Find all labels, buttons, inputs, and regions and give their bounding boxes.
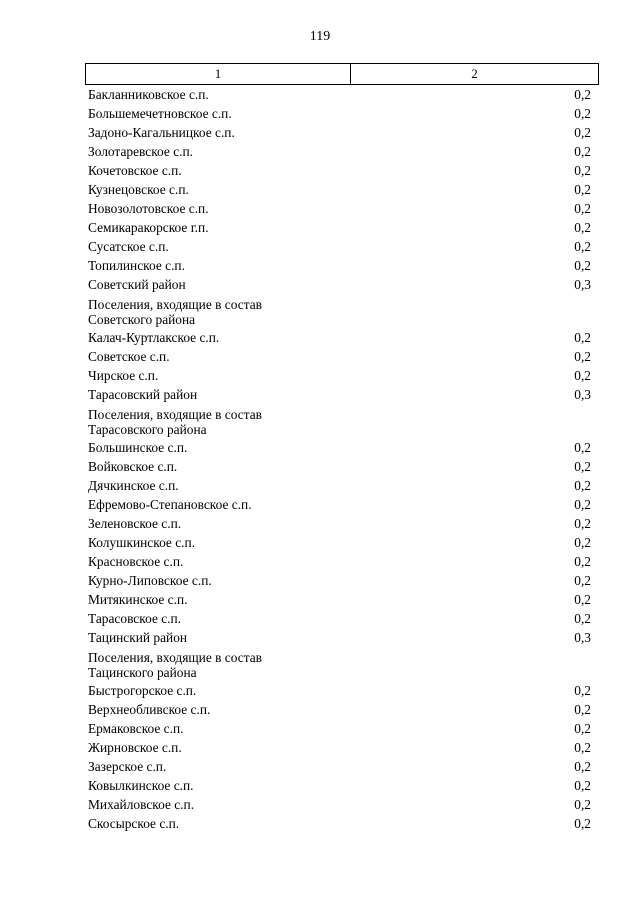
row-name: Скосырское с.п. <box>88 816 180 831</box>
table-row <box>88 294 591 328</box>
table-row <box>88 180 591 199</box>
row-name: Задоно-Кагальницкое с.п. <box>88 125 235 140</box>
row-value: 0,3 <box>574 277 591 292</box>
row-name: Поселения, входящие в состав Тарасовского района <box>88 407 262 437</box>
table-row <box>88 366 591 385</box>
table-row <box>88 385 591 404</box>
table-row <box>88 628 591 647</box>
row-name: Тарасовский район <box>88 387 198 402</box>
table-row <box>88 647 591 681</box>
column-header-1: 1 <box>86 64 351 85</box>
row-name: Чирское с.п. <box>88 368 159 383</box>
row-value: 0,2 <box>574 349 591 364</box>
table-row <box>88 237 591 256</box>
row-value: 0,2 <box>574 258 591 273</box>
row-name: Калач-Куртлакское с.п. <box>88 330 220 345</box>
row-value: 0,2 <box>574 144 591 159</box>
row-value: 0,2 <box>574 163 591 178</box>
row-name: Ковылкинское с.п. <box>88 778 194 793</box>
row-value: 0,2 <box>574 497 591 512</box>
row-name: Тарасовское с.п. <box>88 611 182 626</box>
row-value: 0,2 <box>574 592 591 607</box>
table-row <box>88 457 591 476</box>
row-value: 0,2 <box>574 778 591 793</box>
row-value: 0,2 <box>574 330 591 345</box>
row-name: Красновское с.п. <box>88 554 184 569</box>
table-row <box>88 104 591 123</box>
row-value: 0,2 <box>574 368 591 383</box>
row-value: 0,2 <box>574 721 591 736</box>
row-value: 0,2 <box>574 478 591 493</box>
table-row <box>88 795 591 814</box>
table-row <box>88 776 591 795</box>
table-row <box>88 533 591 552</box>
table-row <box>88 404 591 438</box>
row-value: 0,2 <box>574 759 591 774</box>
row-name: Поселения, входящие в состав Тацинского района <box>88 650 262 680</box>
row-name: Тацинский район <box>88 630 188 645</box>
row-name: Ермаковское с.п. <box>88 721 184 736</box>
table-row <box>88 438 591 457</box>
row-name: Михайловское с.п. <box>88 797 195 812</box>
table-header <box>85 63 599 85</box>
row-name: Верхнеобливское с.п. <box>88 702 211 717</box>
row-value: 0,2 <box>574 201 591 216</box>
row-value: 0,2 <box>574 573 591 588</box>
table-row <box>88 218 591 237</box>
table-row <box>88 85 591 104</box>
row-name: Зазерское с.п. <box>88 759 167 774</box>
row-name: Курно-Липовское с.п. <box>88 573 212 588</box>
table-row <box>88 681 591 700</box>
table-row <box>88 738 591 757</box>
column-header-2: 2 <box>351 64 599 85</box>
row-value: 0,2 <box>574 182 591 197</box>
row-value: 0,3 <box>574 387 591 402</box>
row-name: Большинское с.п. <box>88 440 188 455</box>
row-value: 0,2 <box>574 220 591 235</box>
row-value: 0,2 <box>574 683 591 698</box>
table-row <box>88 609 591 628</box>
row-value: 0,2 <box>574 459 591 474</box>
table-row <box>88 571 591 590</box>
table-row <box>88 347 591 366</box>
table-row <box>88 814 591 833</box>
row-name: Войковское с.п. <box>88 459 178 474</box>
row-value: 0,2 <box>574 239 591 254</box>
row-value: 0,2 <box>574 106 591 121</box>
row-value: 0,2 <box>574 554 591 569</box>
row-name: Ефремово-Степановское с.п. <box>88 497 252 512</box>
table-row <box>88 700 591 719</box>
row-name: Колушкинское с.п. <box>88 535 196 550</box>
table-row <box>88 590 591 609</box>
row-name: Кочетовское с.п. <box>88 163 182 178</box>
page-number: 119 <box>309 29 331 44</box>
row-name: Семикаракорское г.п. <box>88 220 209 235</box>
row-name: Топилинское с.п. <box>88 258 185 273</box>
row-value: 0,2 <box>574 516 591 531</box>
row-value: 0,2 <box>574 740 591 755</box>
row-name: Поселения, входящие в состав Советского района <box>88 297 262 327</box>
table-row <box>88 514 591 533</box>
row-name: Зеленовское с.п. <box>88 516 182 531</box>
row-value: 0,2 <box>574 611 591 626</box>
row-value: 0,2 <box>574 87 591 102</box>
row-name: Советское с.п. <box>88 349 170 364</box>
table-row <box>88 123 591 142</box>
table-row <box>88 275 591 294</box>
row-name: Кузнецовское с.п. <box>88 182 189 197</box>
row-value: 0,3 <box>574 630 591 645</box>
table-row <box>88 142 591 161</box>
row-name: Сусатское с.п. <box>88 239 169 254</box>
table-row <box>88 476 591 495</box>
table-row <box>88 199 591 218</box>
row-name: Новозолотовское с.п. <box>88 201 209 216</box>
row-name: Дячкинское с.п. <box>88 478 179 493</box>
row-value: 0,2 <box>574 440 591 455</box>
row-name: Митякинское с.п. <box>88 592 188 607</box>
table-row <box>88 328 591 347</box>
table-row <box>88 757 591 776</box>
row-value: 0,2 <box>574 816 591 831</box>
table-row <box>88 495 591 514</box>
row-name: Быстрогорское с.п. <box>88 683 197 698</box>
table-row <box>88 552 591 571</box>
row-name: Жирновское с.п. <box>88 740 182 755</box>
row-name: Советский район <box>88 277 186 292</box>
row-value: 0,2 <box>574 125 591 140</box>
table-body <box>88 85 591 833</box>
table-row <box>88 719 591 738</box>
row-value: 0,2 <box>574 702 591 717</box>
row-value: 0,2 <box>574 535 591 550</box>
row-name: Бакланниковское с.п. <box>88 87 209 102</box>
row-value: 0,2 <box>574 797 591 812</box>
row-name: Золотаревское с.п. <box>88 144 193 159</box>
row-name: Большемечетновское с.п. <box>88 106 232 121</box>
table-row <box>88 256 591 275</box>
table-row <box>88 161 591 180</box>
